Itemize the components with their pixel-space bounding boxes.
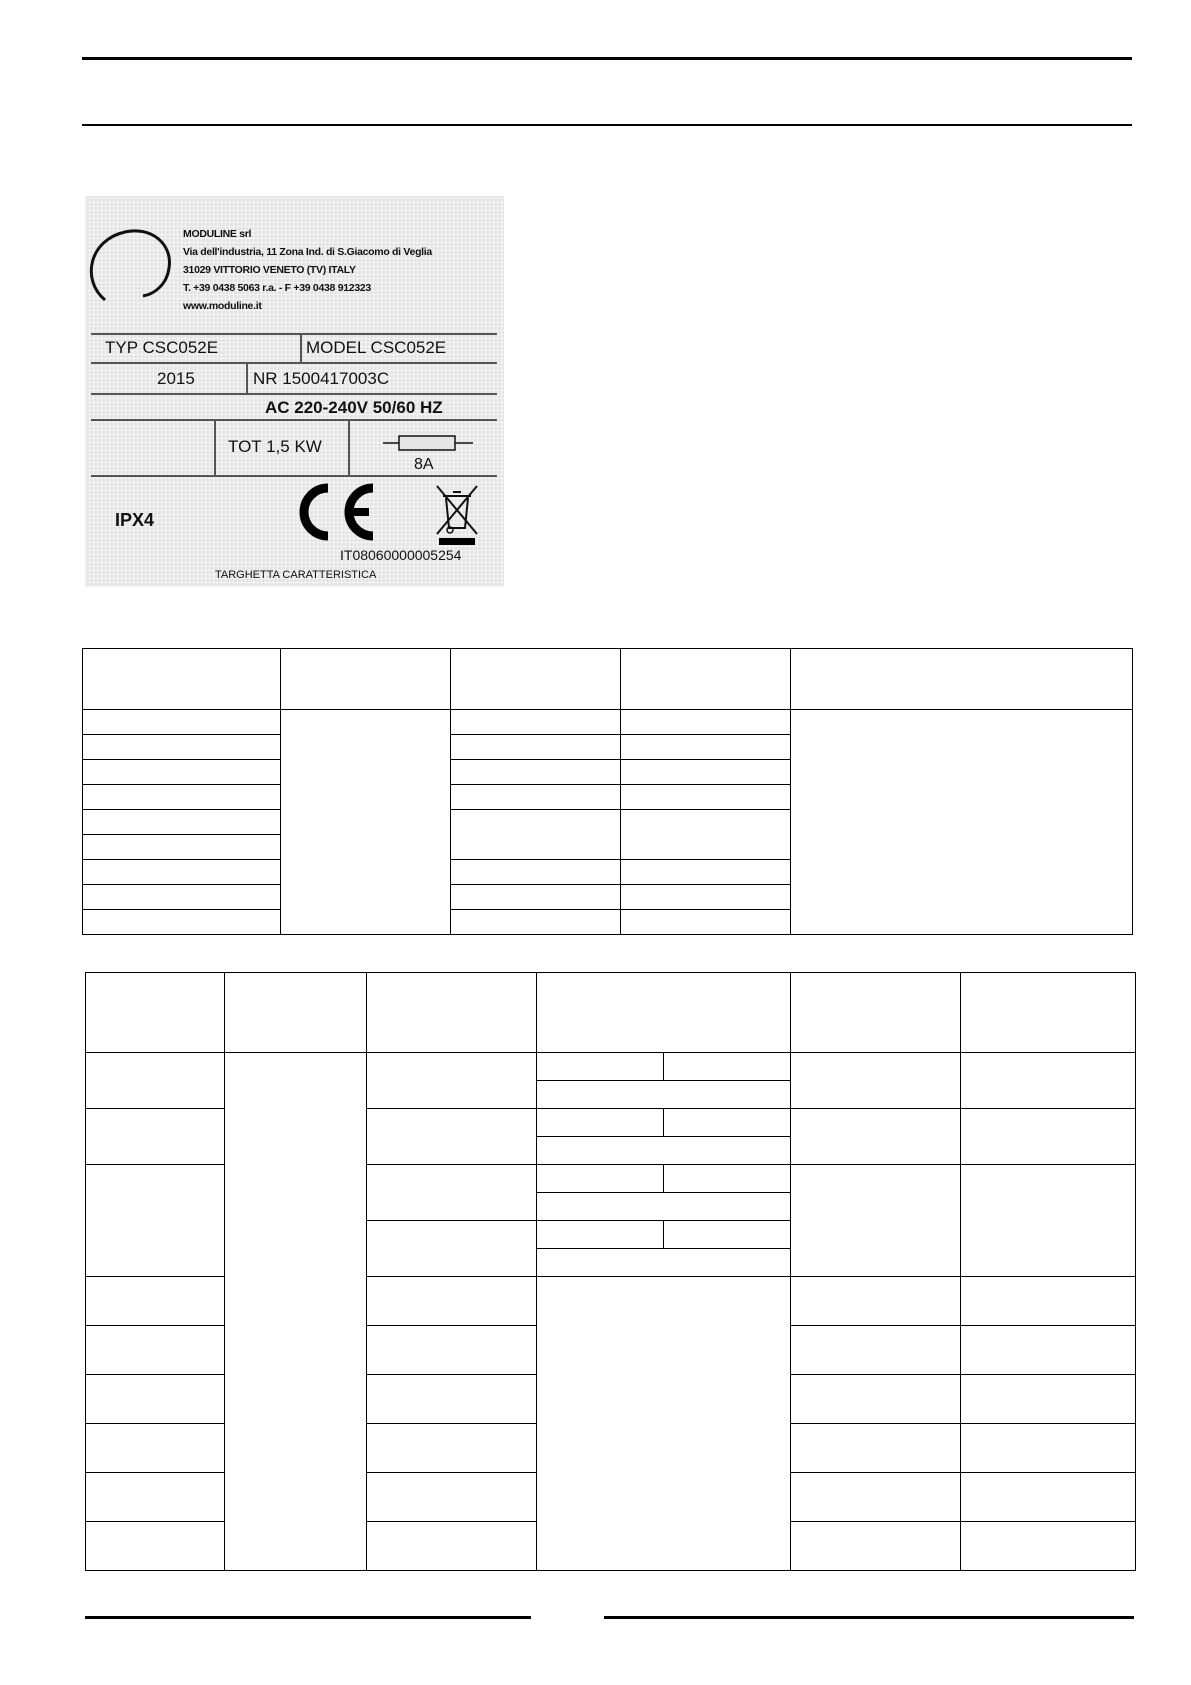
plate-serial: NR 1500417003C — [253, 369, 390, 388]
table-cell — [537, 1221, 664, 1249]
table-1 — [82, 648, 1133, 935]
table-cell — [537, 1277, 791, 1571]
table-cell — [83, 835, 281, 860]
plate-year: 2015 — [157, 369, 195, 388]
table-cell — [225, 973, 367, 1053]
table-row — [86, 1053, 1136, 1081]
table-cell — [961, 1109, 1136, 1165]
table-cell — [621, 810, 791, 860]
header-rule-bottom — [82, 124, 1132, 126]
table-cell — [451, 649, 621, 710]
fuse-icon — [383, 432, 473, 454]
table-row — [83, 710, 1133, 735]
table-cell — [367, 1221, 537, 1277]
footer-rule-left — [85, 1616, 531, 1619]
plate-divider — [246, 362, 248, 395]
table-2 — [85, 972, 1136, 1571]
table-cell — [791, 710, 1133, 935]
table-cell — [537, 1249, 791, 1277]
table-cell — [961, 1277, 1136, 1326]
table-cell — [367, 1522, 537, 1571]
table-cell — [961, 1424, 1136, 1473]
table-cell — [791, 1473, 961, 1522]
table-cell — [451, 810, 621, 860]
table-cell — [961, 1522, 1136, 1571]
table-cell — [367, 1424, 537, 1473]
table-cell — [791, 1326, 961, 1375]
plate-line — [91, 475, 497, 477]
table-cell — [86, 1473, 225, 1522]
table-cell — [83, 760, 281, 785]
table-cell — [791, 1424, 961, 1473]
table-cell — [86, 1277, 225, 1326]
table-cell — [791, 1375, 961, 1424]
table-cell — [961, 1053, 1136, 1109]
table-cell — [537, 1165, 664, 1193]
table-cell — [961, 973, 1136, 1053]
table-cell — [451, 710, 621, 735]
table-cell — [537, 1081, 791, 1109]
table-cell — [961, 1375, 1136, 1424]
table-cell — [791, 1109, 961, 1165]
table-cell — [86, 1165, 225, 1277]
header-rule-top — [82, 57, 1132, 60]
table-cell — [83, 649, 281, 710]
table-cell — [367, 1165, 537, 1221]
table-1-header-row — [83, 649, 1133, 710]
table-cell — [86, 1326, 225, 1375]
plate-divider — [214, 419, 216, 477]
table-cell — [83, 860, 281, 885]
company-phone: T. +39 0438 5063 r.a. - F +39 0438 912323 — [183, 282, 371, 294]
table-cell — [664, 1221, 791, 1249]
table-cell — [537, 1193, 791, 1221]
table-cell — [83, 810, 281, 835]
table-cell — [621, 785, 791, 810]
table-cell — [451, 860, 621, 885]
table-cell — [83, 735, 281, 760]
table-cell — [86, 1109, 225, 1165]
plate-caption: TARGHETTA CARATTERISTICA — [215, 569, 377, 581]
company-address: Via dell'industria, 11 Zona Ind. di S.Giacomo di Veglia — [183, 246, 432, 258]
table-cell — [791, 1277, 961, 1326]
table-cell — [961, 1326, 1136, 1375]
table-cell — [83, 710, 281, 735]
footer-rule-right — [604, 1616, 1134, 1619]
table-cell — [367, 1375, 537, 1424]
table-cell — [791, 973, 961, 1053]
plate-registration: IT08060000005254 — [340, 547, 462, 563]
table-cell — [367, 1473, 537, 1522]
ce-mark-icon — [295, 482, 379, 542]
table-cell — [367, 1326, 537, 1375]
table-cell — [451, 885, 621, 910]
table-cell — [664, 1165, 791, 1193]
table-cell — [961, 1473, 1136, 1522]
table-cell — [83, 885, 281, 910]
plate-line — [91, 362, 497, 364]
table-cell — [86, 1375, 225, 1424]
table-cell — [664, 1053, 791, 1081]
table-cell — [791, 649, 1133, 710]
plate-typ: TYP CSC052E — [105, 338, 219, 357]
company-name: MODULINE srl — [183, 228, 252, 240]
plate-power-supply: AC 220-240V 50/60 HZ — [265, 398, 443, 417]
table-cell — [367, 973, 537, 1053]
table-cell — [225, 1053, 367, 1571]
table-cell — [537, 973, 791, 1053]
table-cell — [621, 910, 791, 935]
table-cell — [961, 1165, 1136, 1277]
plate-line — [91, 419, 497, 421]
table-cell — [367, 1109, 537, 1165]
table-cell — [83, 785, 281, 810]
table-cell — [621, 649, 791, 710]
table-cell — [451, 760, 621, 785]
table-cell — [83, 910, 281, 935]
table-cell — [537, 1137, 791, 1165]
table-cell — [791, 1053, 961, 1109]
table-cell — [621, 860, 791, 885]
table-cell — [281, 649, 451, 710]
table-cell — [664, 1109, 791, 1137]
table-cell — [86, 1053, 225, 1109]
plate-divider — [300, 333, 302, 364]
table-cell — [621, 885, 791, 910]
table-cell — [367, 1053, 537, 1109]
table-cell — [791, 1522, 961, 1571]
table-cell — [367, 1277, 537, 1326]
company-website: www.moduline.it — [183, 300, 262, 312]
table-cell — [791, 1165, 961, 1277]
company-city: 31029 VITTORIO VENETO (TV) ITALY — [183, 264, 356, 276]
table-cell — [281, 710, 451, 935]
plate-line — [91, 333, 497, 335]
weee-bin-icon — [433, 484, 481, 546]
table-cell — [86, 1424, 225, 1473]
table-cell — [537, 1053, 664, 1081]
table-cell — [86, 973, 225, 1053]
plate-fuse-rating: 8A — [414, 456, 434, 473]
table-cell — [451, 735, 621, 760]
table-2-header-row — [86, 973, 1136, 1053]
moduline-logo — [89, 220, 179, 320]
plate-model: MODEL CSC052E — [306, 338, 447, 357]
rating-plate — [85, 196, 504, 587]
table-cell — [621, 760, 791, 785]
plate-total-power: TOT 1,5 KW — [228, 437, 322, 456]
table-cell — [451, 910, 621, 935]
plate-divider — [348, 419, 350, 477]
plate-protection: IPX4 — [115, 510, 155, 530]
table-cell — [451, 785, 621, 810]
plate-line — [91, 393, 497, 395]
table-cell — [621, 710, 791, 735]
table-cell — [621, 735, 791, 760]
table-cell — [86, 1522, 225, 1571]
table-cell — [537, 1109, 664, 1137]
